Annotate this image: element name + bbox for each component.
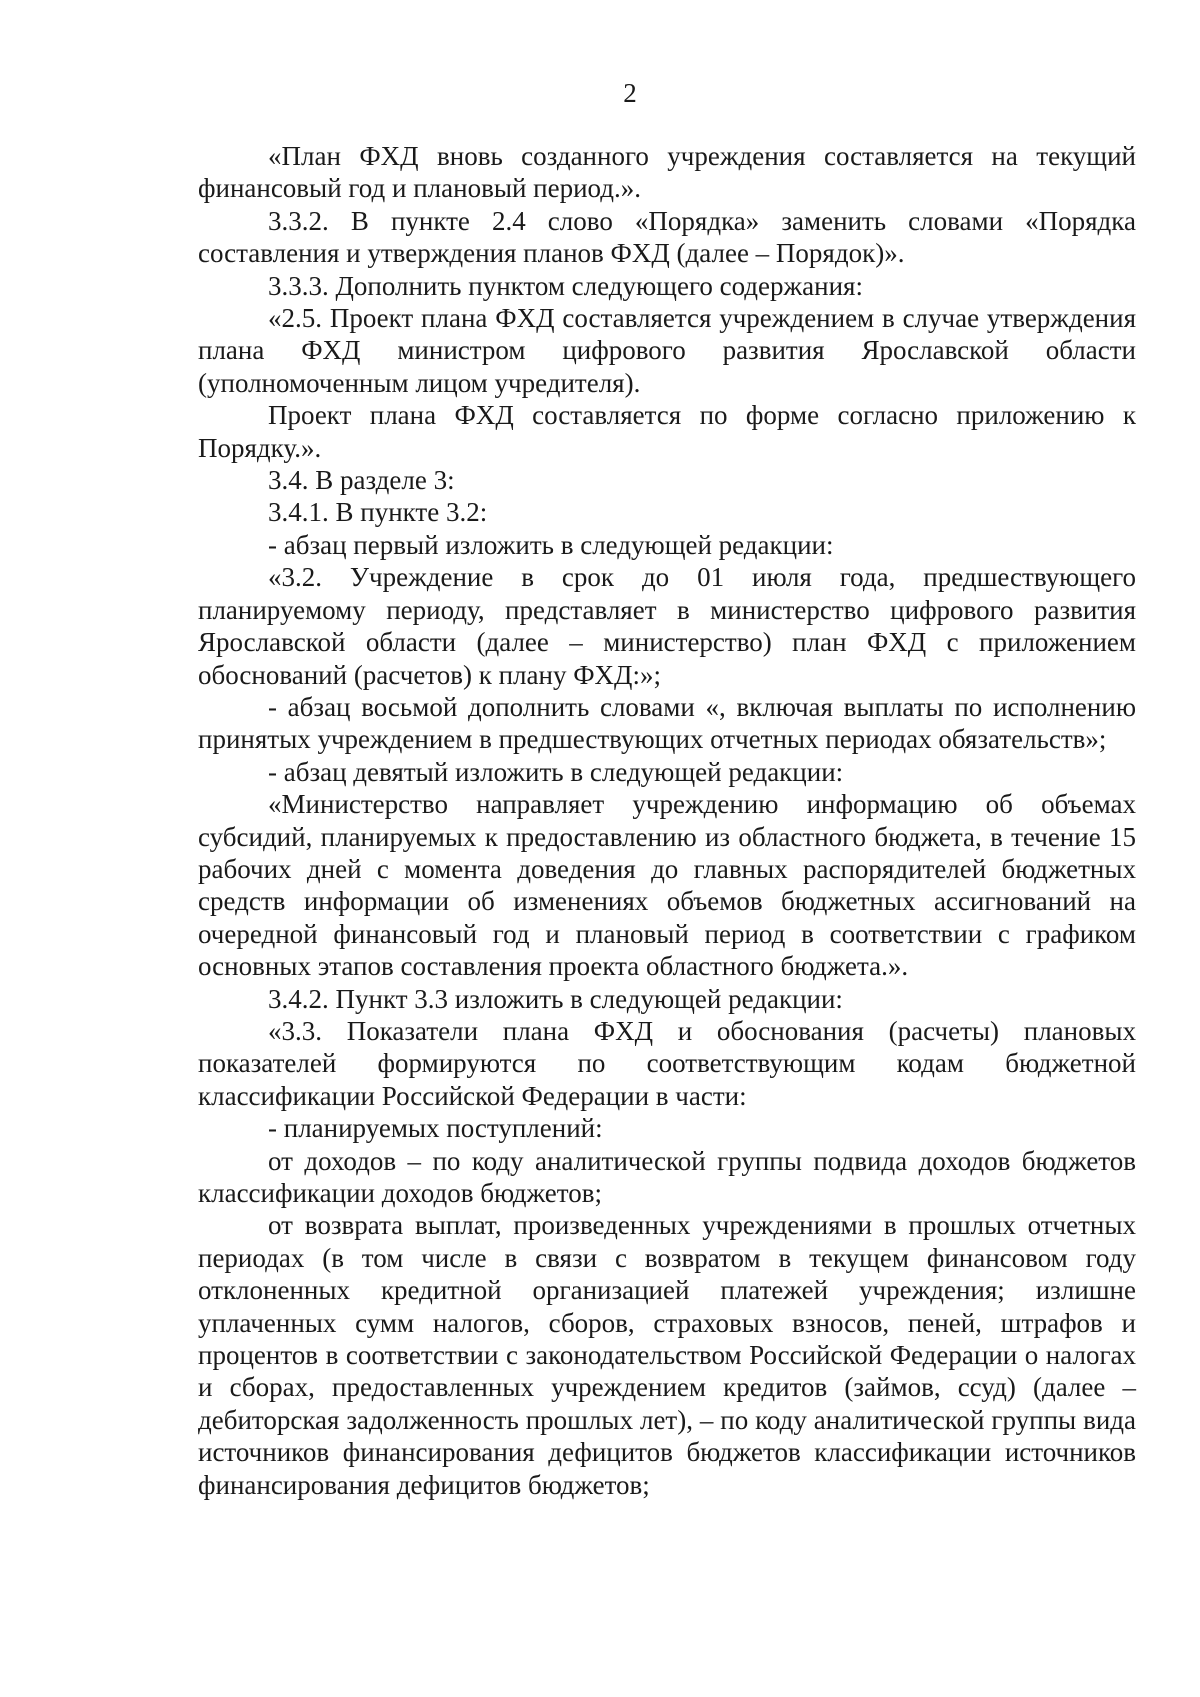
paragraph-project-form: Проект плана ФХД составляется по форме согласно приложению к Порядку.». [198,400,1136,463]
paragraph-from-income: от доходов – по коду аналитической группы подвида доходов бюджетов классификации доходов бюджетов; [198,1145,1136,1208]
paragraph-ninth-abzac: - абзац девятый изложить в следующей редакции: [268,756,844,787]
document-body [198,140,1136,1501]
paragraph-3-4-2: 3.4.2. Пункт 3.3 изложить в следующей редакции: [268,983,843,1014]
paragraph-eighth-abzac: - абзац восьмой дополнить словами «, включая выплаты по исполнению принятых учреждением в предшествующих отчетных периодах обязательств»; [198,691,1136,755]
paragraph-3-4: 3.4. В разделе 3: [268,465,455,496]
paragraph-ministry-subsidies: «Министерство направляет учреждению информацию об объемах субсидий, планируемых к предоставлению из областного бюджета, в течение 15 рабочих дней с момента доведения до главных распорядителей бюджетных средств информации об изменениях объемов бюджетных ассигнований на очередной финансовый год и плановый период в соответствии с графиком основных этапов составления проекта областного бюджета.». [198,789,1136,982]
page-number: 2 [623,78,637,108]
paragraph-3-3-indicators: «3.3. Показатели плана ФХД и обоснования (расчеты) плановых показателей формируются по соответствующим кодам бюджетной классификации Российской Федерации в части: [198,1015,1136,1111]
paragraph-plan-new-institution: «План ФХД вновь созданного учреждения составляется на текущий финансовый год и плановый период.». [198,141,1136,204]
paragraph-first-abzac: - абзац первый изложить в следующей редакции: [268,529,834,560]
paragraph-3-2: «3.2. Учреждение в срок до 01 июля года, предшествующего планируемому периоду, представляет в министерство цифрового развития Ярославской области (далее – министерство) план ФХД с приложением обоснований (расчетов) к плану ФХД:»; [198,562,1136,690]
paragraph-2-5: «2.5. Проект плана ФХД составляется учреждением в случае утверждения плана ФХД министром цифрового развития Ярославской области (уполномоченным лицом учредителя). [198,303,1136,398]
paragraph-from-refunds: от возврата выплат, произведенных учреждениями в прошлых отчетных периодах (в том числе в связи с возвратом в текущем финансовом году отклоненных кредитной организацией платежей учреждения; излишне уплаченных сумм налогов, сборов, страховых взносов, пеней, штрафов и процентов в соответствии с законодательством Российской Федерации о налогах и сборах, предоставленных учреждением кредитов (займов, ссуд) (далее – дебиторская задолженность прошлых лет), – по коду аналитической группы вида источников финансирования дефицитов бюджетов классификации источников финансирования дефицитов бюджетов; [198,1210,1136,1500]
paragraph-3-3-3: 3.3.3. Дополнить пунктом следующего содержания: [268,270,863,301]
paragraph-planned-receipts: - планируемых поступлений: [268,1113,603,1144]
paragraph-3-3-2: 3.3.2. В пункте 2.4 слово «Порядка» заменить словами «Порядка составления и утверждения планов ФХД (далее – Порядок)». [198,205,1136,269]
paragraph-3-4-1: 3.4.1. В пункте 3.2: [268,497,488,528]
